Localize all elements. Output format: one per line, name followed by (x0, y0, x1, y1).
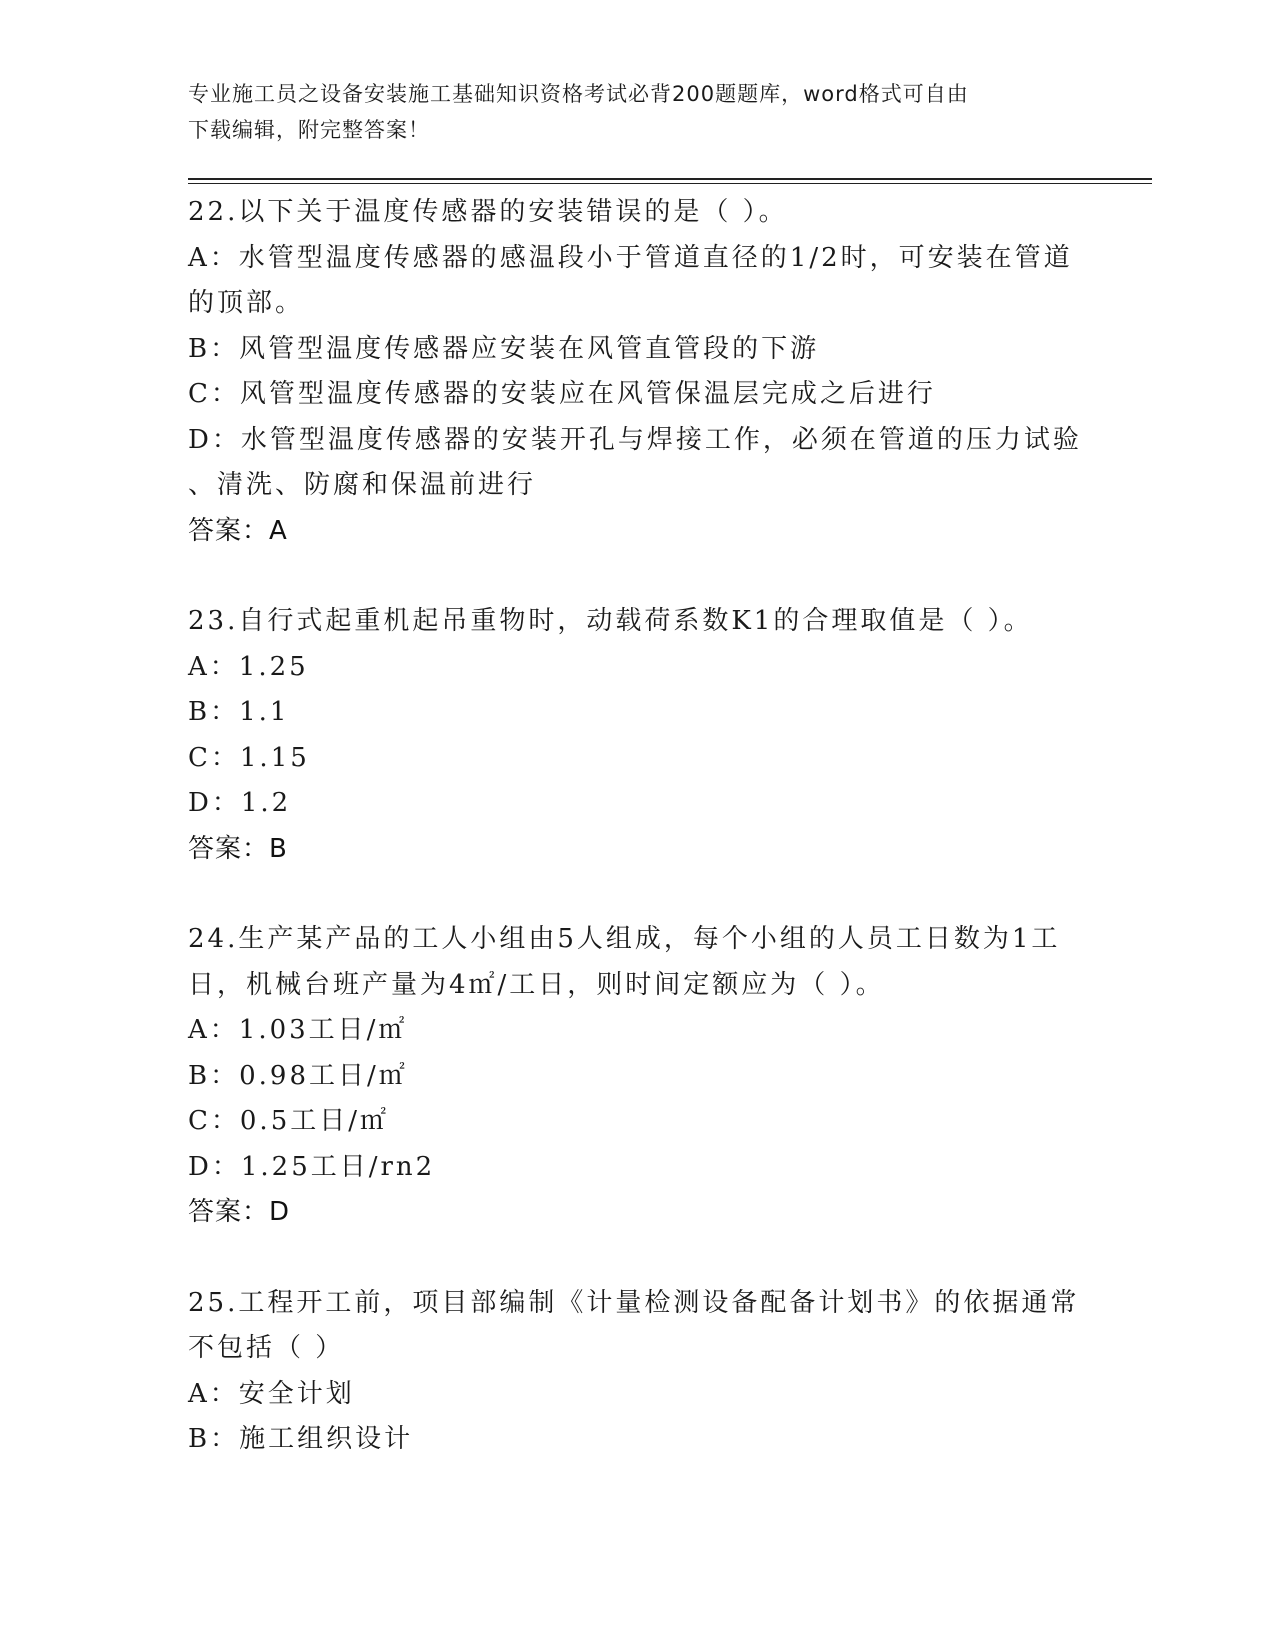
option-c: C：风管型温度传感器的安装应在风管保温层完成之后进行 (188, 379, 936, 409)
question-list (188, 190, 1088, 1463)
option-c: C：0.5工日/㎡ (188, 1106, 390, 1136)
option-a: A：水管型温度传感器的感温段小于管道直径的1/2时，可安装在管道 (188, 242, 1073, 273)
question-stem: 25.工程开工前，项目部编制《计量检测设备配备计划书》的依据通常 (188, 1287, 1080, 1318)
answer-label: 答案：B (188, 833, 288, 864)
question-24 (188, 917, 1088, 1236)
header-divider-thick (188, 178, 1152, 180)
question-spacer (188, 554, 1088, 599)
option-d: D：水管型温度传感器的安装开孔与焊接工作，必须在管道的压力试验 (188, 424, 1082, 455)
question-23 (188, 599, 1088, 872)
question-25 (188, 1281, 1088, 1463)
option-d-continued: 、清洗、防腐和保温前进行 (188, 470, 537, 500)
answer-label: 答案：D (188, 1197, 291, 1227)
question-stem-continued: 不包括（ ） (188, 1333, 345, 1363)
document-header (188, 76, 1088, 148)
option-b: B：施工组织设计 (188, 1424, 414, 1454)
question-stem: 22.以下关于温度传感器的安装错误的是（ ）。 (188, 197, 788, 227)
option-d: D：1.2 (188, 788, 292, 818)
option-b: B：1.1 (188, 697, 290, 727)
answer-label: 答案：A (188, 515, 288, 546)
option-c: C：1.15 (188, 742, 310, 773)
option-d: D：1.25工日/rn2 (188, 1151, 436, 1182)
option-a: A：1.25 (188, 651, 309, 682)
header-divider-thin (188, 183, 1152, 184)
question-22 (188, 190, 1088, 554)
header-line-1: 专业施工员之设备安装施工基础知识资格考试必背200题题库，word格式可自由 (188, 82, 969, 106)
question-stem: 24.生产某产品的工人小组由5人组成，每个小组的人员工日数为1工 (188, 924, 1061, 954)
option-b: B：风管型温度传感器应安装在风管直管段的下游 (188, 333, 820, 364)
option-a: A：安全计划 (188, 1378, 355, 1409)
option-b: B：0.98工日/㎡ (188, 1060, 408, 1091)
option-a: A：1.03工日/㎡ (188, 1015, 408, 1045)
header-line-2: 下载编辑，附完整答案！ (188, 118, 430, 142)
question-spacer (188, 872, 1088, 917)
option-a-continued: 的顶部。 (188, 288, 305, 318)
question-stem: 23.自行式起重机起吊重物时，动载荷系数K1的合理取值是（ ）。 (188, 606, 1033, 636)
question-spacer (188, 1236, 1088, 1281)
question-stem-continued: 日，机械台班产量为4㎡/工日，则时间定额应为（ ）。 (188, 969, 885, 1000)
